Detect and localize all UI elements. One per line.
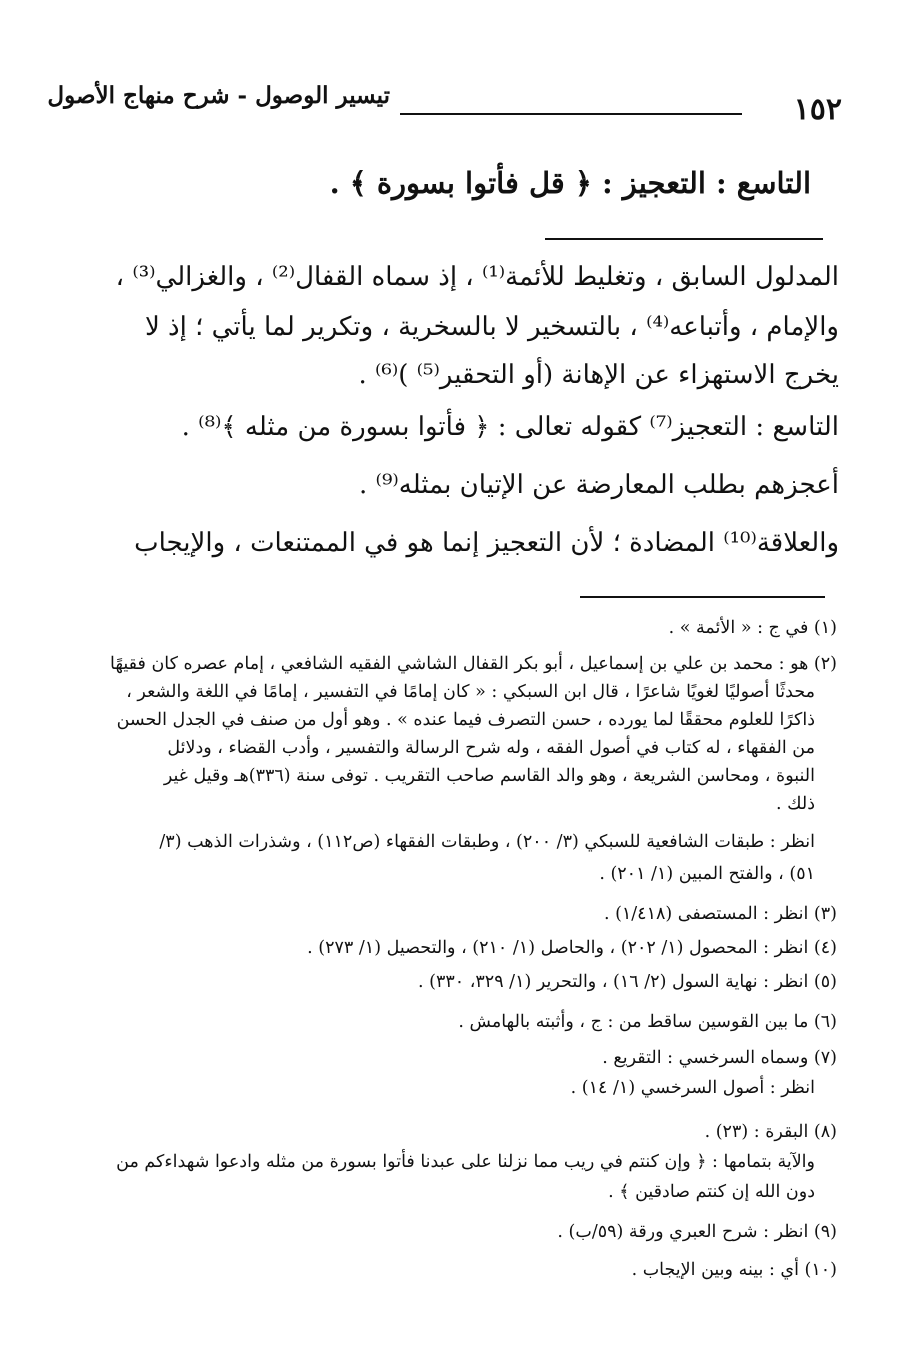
footnote-separator xyxy=(580,596,825,598)
footnote-2-cont: ذاكرًا للعلوم محققًا لما يورده ، حسن التصرف فيما عنده » . وهو أول من صنف في الجدل الحسن xyxy=(116,710,815,730)
page-number: ١٥٢ xyxy=(793,92,842,127)
body-line: المدلول السابق ، وتغليط للأئمة⁽¹⁾ ، إذ سماه القفال⁽²⁾ ، والغزالي⁽³⁾ ، xyxy=(115,262,839,292)
body-line: يخرج الاستهزاء عن الإهانة (أو التحقير⁽⁵⁾ )⁽⁶⁾ . xyxy=(358,360,839,390)
footnote-2: (٢) هو : محمد بن علي بن إسماعيل ، أبو بكر القفال الشاشي الفقيه الشافعي ، إمام عصره كان فقيهًا xyxy=(110,654,837,674)
header-rule xyxy=(400,113,742,115)
body-line: التاسع : التعجيز⁽⁷⁾ كقوله تعالى : ﴿ فأتوا بسورة من مثله ﴾⁽⁸⁾ . xyxy=(181,412,839,442)
footnote-2-refs: انظر : طبقات الشافعية للسبكي (٣/ ٢٠٠) ، وطبقات الفقهاء (ص١١٢) ، وشذرات الذهب (٣/ xyxy=(159,832,815,852)
footnote-1: (١) في ج : « الأئمة » . xyxy=(668,618,837,638)
footnote-2-cont: من الفقهاء ، له كتاب في أصول الفقه ، وله شرح الرسالة والتفسير ، وأدب القضاء ، ودلائل xyxy=(167,738,815,758)
footnote-6: (٦) ما بين القوسين ساقط من : ج ، وأثبته بالهامش . xyxy=(458,1012,837,1032)
footnote-7: (٧) وسماه السرخسي : التقريع . xyxy=(602,1048,837,1068)
footnote-5: (٥) انظر : نهاية السول (٢/ ١٦) ، والتحرير (١/ ٣٢٩، ٣٣٠) . xyxy=(418,972,837,992)
footnote-8: (٨) البقرة : (٢٣) . xyxy=(704,1122,837,1142)
section-rule xyxy=(545,238,823,240)
section-heading-text: : التعجيز : ﴿ قل فأتوا بسورة ﴾ . xyxy=(329,166,737,200)
footnote-2-cont: ذلك . xyxy=(776,794,815,814)
section-label: التاسع xyxy=(736,166,811,200)
body-line: والإمام ، وأتباعه⁽⁴⁾ ، بالتسخير لا بالسخرية ، وتكرير لما يأتي ؛ إذ لا xyxy=(144,312,839,342)
footnote-3: (٣) انظر : المستصفى (١/٤١٨) . xyxy=(603,904,837,924)
footnote-2-refs-cont: ٥١) ، والفتح المبين (١/ ٢٠١) . xyxy=(599,864,815,884)
footnote-8-verse-cont: دون الله إن كنتم صادقين ﴾ . xyxy=(608,1182,815,1202)
footnote-9: (٩) انظر : شرح العبري ورقة (٥٩/ب) . xyxy=(557,1222,837,1242)
running-title: تيسير الوصول - شرح منهاج الأصول xyxy=(47,82,390,109)
footnote-4: (٤) انظر : المحصول (١/ ٢٠٢) ، والحاصل (١/ ٢١٠) ، والتحصيل (١/ ٢٧٣) . xyxy=(307,938,837,958)
footnote-2-cont: النبوة ، ومحاسن الشريعة ، وهو والد القاسم صاحب التقريب . توفى سنة (٣٣٦)هـ وقيل غير xyxy=(163,766,815,786)
footnote-7-ref: انظر : أصول السرخسي (١/ ١٤) . xyxy=(570,1078,815,1098)
body-line: أعجزهم بطلب المعارضة عن الإتيان بمثله⁽⁹⁾ . xyxy=(359,470,839,500)
body-line: والعلاقة⁽¹⁰⁾ المضادة ؛ لأن التعجيز إنما هو في الممتنعات ، والإيجاب xyxy=(134,528,839,558)
footnote-8-verse: والآية بتمامها : ﴿ وإن كنتم في ريب مما نزلنا على عبدنا فأتوا بسورة من مثله وادعوا شهداءكم من xyxy=(116,1152,815,1172)
footnote-10: (١٠) أي : بينه وبين الإيجاب . xyxy=(631,1260,837,1280)
section-heading xyxy=(330,166,811,200)
footnote-2-cont: محدثًا أصوليًا لغويًا شاعرًا ، قال ابن السبكي : « كان إمامًا في التفسير ، إمامًا في اللغة والشعر ، xyxy=(126,682,815,702)
